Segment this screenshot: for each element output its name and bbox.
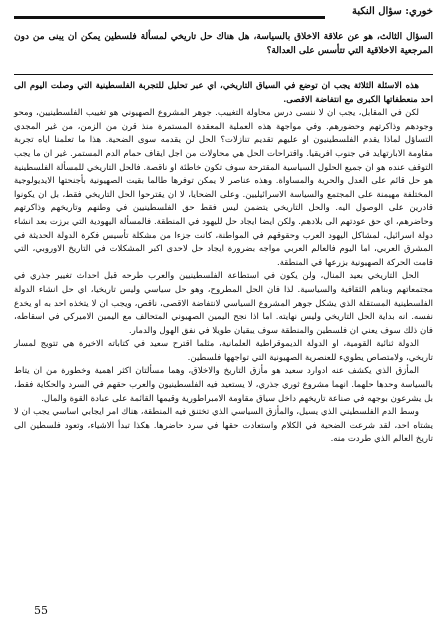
header-title: خوري: سؤال النكبة — [352, 6, 433, 17]
page-number: 55 — [34, 604, 48, 617]
question-text: السؤال الثالث، هو عن علاقة الاخلاق بالسياسة، هل هناك حل تاريخي لمسألة فلسطين يمكن ان يبنى من دون المرجعية الاخلاقية التي تتأسس على العدالة؟ — [14, 32, 433, 56]
paragraph: هذه الاسئلة الثلاثة يجب ان توضع في السياق التاريخي، اي عبر تحليل للتجربة الفلسطينية التي وصلت اليوم الى احد منعطفاتها الكبرى مع انتفاضة الاقصى. — [14, 81, 433, 105]
running-header — [14, 6, 433, 22]
body-text — [14, 80, 433, 447]
question-divider — [14, 74, 433, 75]
paragraph: الدولة ثنائية القومية، او الدولة الديموقراطية العلمانية، مثلما اقترح سعيد في كتاباته الاخيرة هي تتويج لمسار تاريخي، ولامتصاص يطويء للعنصرية الصهيونية التي تواجهها فلسطين. — [14, 339, 433, 363]
paragraph: الحل التاريخي بعيد المنال، ولن يكون في استطاعة الفلسطينيين والعرب طرحه قبل احداث تغيير جذري في مجتمعاتهم وبناهم الثقافية والسياسية. لذا فان الحل المطروح، وهو حل سياسي وليس تاريخيا، اي حل انشاء الدولة الفلسطينية المستقلة الذي يشكل جوهر المشروع السياسي لانتفاضة الاقصى، ناقص، ويجب ان لا يتخذه احد به او يخدع نفسه. انه بداية الحل التاريخي وليس نهايته. اما اذا نجح اليمين الصهيوني المتحالف مع اليمين الاميركي في اسقاطه، فان ذلك سوف يعني ان فلسطين والمنطقة سوف يبقيان طويلا في نفق الهول والدمار. — [14, 271, 433, 336]
paragraph: لكن في المقابل، يجب ان لا ننسى درس محاولة التغييب. جوهر المشروع الصهيوني هو تغييب الفلسطينيين، ومحو وجودهم وذاكرتهم وحضورهم. وفي مواجهة هذه العملية المعقدة المستمرة منذ قرن من الزمن، من غير المجدي التساؤل لماذا يقدم الفلسطينيون او عليهم تقديم تنازلات؟ الحل لن يقدمه سوى الضحية. هذا ما تعلمنا اياه تجربة مقاومة الابارتهايد في جنوب افريقيا. واقتراحات الحل هي محاولات من اجل ايقاف حمام الدم المستمر. غير ان ما يجب التوقف عنده هو ان جميع الحلول السياسية المقترحة سوف تكون خاطئة او ناقصة. فالحل التاريخي للمسألة الفلسطينية هو حل قائم على العدل والحرية والمساواة. وهذه عناصر لا يمكن توفرها طالما بقيت الصهيونية بأجنحتها الايديولوجية المختلفة مهيمنة على المجتمع والسياسة الاسرائيليين. وعلى الضحايا، لا ان يقترحوا الحل التاريخي فقط، بل ان يكونوا قادرين على الوصول اليه. والحل التاريخي يتضمن ليس فقط حق الفلسطينيين في وطنهم وتاريخهم وذاكرتهم وحاضرهم، اي حق عودتهم الى بلادهم. ولكن ايضا ايجاد حل لليهود في المنطقة. فالمسألة اليهودية التي برزت بعد انشاء دولة اسرائيل، لمشاكل اليهود العرب وحقوقهم في المواطنة، كانت جزءا من مشكلة تأسيس فكرة الدولة الحديثة في المشرق العربي، اما اليوم فالعالم العربي مواجه بضرورة ايجاد حل لاحدى اكبر المشكلات في التاريخ الاوروبي، التي قامت الحركة الصهيونية بزرعها في المنطقة. — [14, 108, 433, 268]
paragraph: المأزق الذي يكشف عنه ادوارد سعيد هو مأزق التاريخ والاخلاق، وهما مسألتان اكثر اهمية وخطورة من ان يتاط بالسياسة وحدها حلهما. انهما مشروع ثوري جذري، لا يستعيد فيه الفلسطينيون والعرب حقهم في السرد والحكاية فقط، بل يشرعون بوجهه في صناعة تاريخهم داخل سياق مقاومة الامبراطورية وقيمها القائمة على عبادة القوة والمال. — [14, 366, 433, 404]
header-rule — [14, 16, 325, 19]
paragraph: وسط الدم الفلسطيني الذي يسيل، والمأزق السياسي الذي تختنق فيه المنطقة، هناك امر ايجابي اساسي يجب ان لا يشتاه احد، لقد شرعت الضحية في الكلام واستعادت حقها في سرد حاضرها. هكذا تبدأ الاشياء، وتعود فلسطين الى تاريخ العالم الذي طردت منه. — [14, 407, 433, 445]
